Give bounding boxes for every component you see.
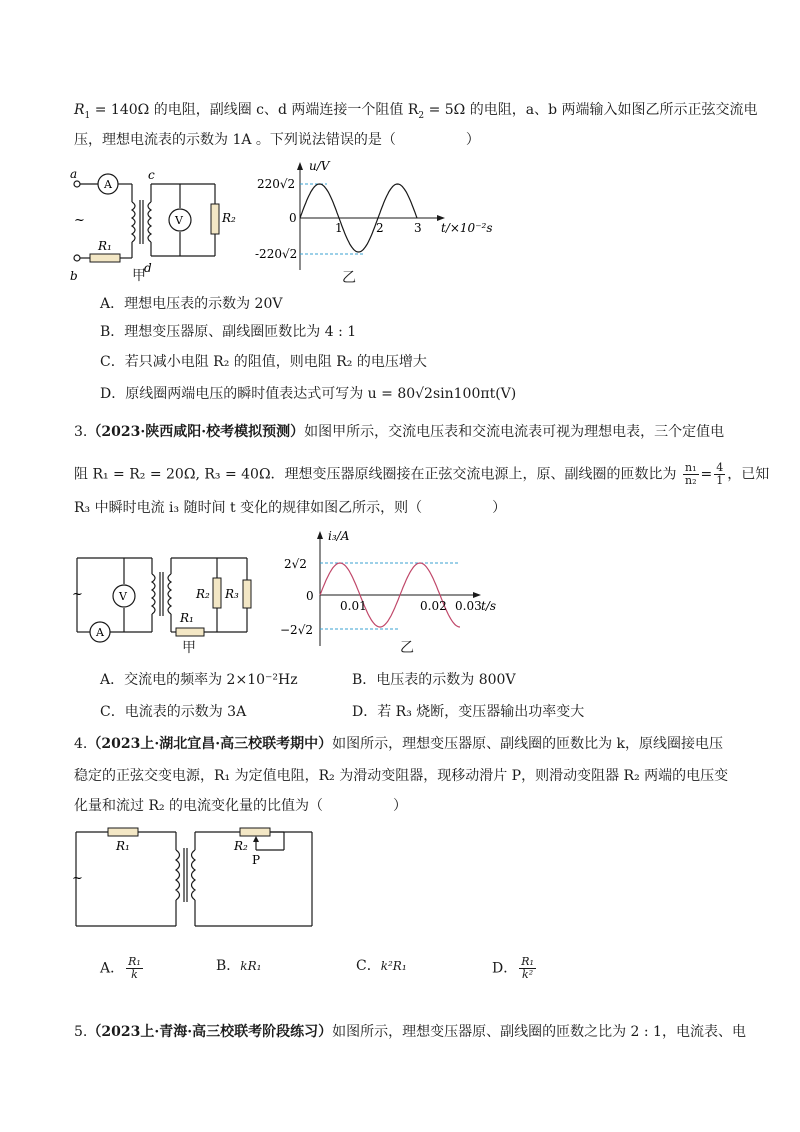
q3-option-c[interactable]: C．电流表的示数为 3A [100,704,247,720]
q3-graph-x3: 0.03 [455,599,482,613]
q3-voltmeter-label: V [119,590,127,603]
q4-slider-p-label: P [252,853,261,867]
q4-text-line2: 稳定的正弦交变电源，R₁ 为定值电阻，R₂ 为滑动变阻器，现移动滑片 P，则滑动变阻器 R₂ 两端的电压变 [74,768,729,784]
q3-option-b[interactable]: B．电压表的示数为 800V [352,672,516,688]
q3-graph-origin: 0 [306,589,314,603]
q2-graph-ybot: -220√2 [255,247,298,261]
q2-text-line1: $R_1 = 140\Omega$ 的电阻，副线圈 c、d 两端连接一个阻值 $R_2 = 5\Omega$ 的电阻，a、b 两端输入如图乙所示正弦交流电 [74,102,758,121]
q2-label-a: a [70,167,78,181]
q3-fig-yi-caption: 乙 [400,640,414,656]
q4-r1-label: R₁ [116,839,130,853]
q2-label-b: b [70,269,78,283]
q4-option-c[interactable]: C．k²R₁ [356,958,407,974]
q3-graph-x2: 0.02 [420,599,447,613]
q2-voltmeter-label: V [175,214,183,227]
q4-option-b[interactable]: B．kR₁ [216,958,262,974]
q2-r1-label: R₁ [98,239,112,253]
q4-circuit-diagram [70,822,330,932]
q4-ac-source-icon: ~ [72,871,83,886]
q2-ammeter-label: A [104,178,112,191]
q4-r2-label: R₂ [234,839,248,853]
q3-fig-jia-caption: 甲 [182,640,196,656]
q2-graph-x2: 2 [376,221,384,235]
q2-r2-label: R₂ [222,211,236,225]
q2-graph-x1: 1 [335,221,343,235]
q2-option-d[interactable]: D．原线圈两端电压的瞬时值表达式可写为 u = 80√2sin100πt(V) [100,386,517,402]
q3-circuit-diagram [72,552,262,647]
q2-graph-x3: 3 [414,221,422,235]
q4-text-line3: 化量和流过 R₂ 的电流变化量的比值为（ ） [74,798,408,814]
q2-graph-ylabel: u/V [309,159,330,173]
q3-text-line3: R₃ 中瞬时电流 i₃ 随时间 t 变化的规律如图乙所示，则（ ） [74,500,507,516]
q3-current-graph [276,528,516,650]
q2-fig-jia-caption: 甲 [132,268,146,284]
q5-text-line1: 5.（2023上·青海·高三校联考阶段练习）如图所示，理想变压器原、副线圈的匝数之比为 2 : 1，电流表、电 [74,1024,746,1040]
q2-graph-xlabel: t/×10⁻²s [441,221,493,235]
q3-graph-xlabel: t/s [481,599,497,613]
q3-ac-source-icon: ~ [72,587,83,602]
q3-graph-x1: 0.01 [340,599,367,613]
q2-graph-ytop: 220√2 [257,177,296,191]
q3-r3-label: R₃ [225,587,239,601]
q3-graph-ytop: 2√2 [284,557,307,571]
q2-text-line2: 压，理想电流表的示数为 1A 。下列说法错误的是（ ） [74,132,480,148]
q2-option-b[interactable]: B．理想变压器原、副线圈匝数比为 4 : 1 [100,324,357,340]
q3-r1-label: R₁ [180,611,194,625]
q4-text-line1: 4.（2023上·湖北宜昌·高三校联考期中）如图所示，理想变压器原、副线圈的匝数比为 k，原线圈接电压 [74,736,724,752]
q4-option-a[interactable]: A． $\frac{\text{R₁}}{k}$ [100,955,141,981]
q2-circuit-diagram [70,162,240,287]
q3-option-d[interactable]: D．若 R₃ 烧断，变压器输出功率变大 [352,704,585,720]
q3-text-line1: 3.（2023·陕西咸阳·校考模拟预测）如图甲所示，交流电压表和交流电流表可视为理想电表，三个定值电 [74,424,725,440]
q2-label-c: c [148,168,155,182]
q3-option-a[interactable]: A．交流电的频率为 2×10⁻²Hz [100,672,298,688]
q2-ac-source-icon: ~ [74,213,85,228]
q2-voltage-graph [255,160,500,280]
q2-label-d: d [144,261,152,275]
q2-graph-origin: 0 [289,211,297,225]
q3-r2-label: R₂ [196,587,210,601]
q3-graph-ylabel: i₃/A [328,529,350,543]
q2-option-a[interactable]: A．理想电压表的示数为 20V [100,296,283,312]
q2-option-c[interactable]: C．若只减小电阻 R₂ 的阻值，则电阻 R₂ 的电压增大 [100,354,427,370]
q3-ammeter-label: A [96,626,104,639]
q4-option-d[interactable]: D． $\frac{\text{R₁}}{\text{k²}}$ [492,955,534,981]
q3-text-line2: 阻 R₁ = R₂ = 20Ω, R₃ = 40Ω．理想变压器原线圈接在正弦交流电源上，原、副线圈的匝数比为 $\frac{\text{n₁}}{\text{n₂}}$ = $\frac{4}{1}$ ，已知 [74,461,770,487]
q2-fig-yi-caption: 乙 [342,270,356,286]
q3-graph-ybot: −2√2 [280,623,313,637]
